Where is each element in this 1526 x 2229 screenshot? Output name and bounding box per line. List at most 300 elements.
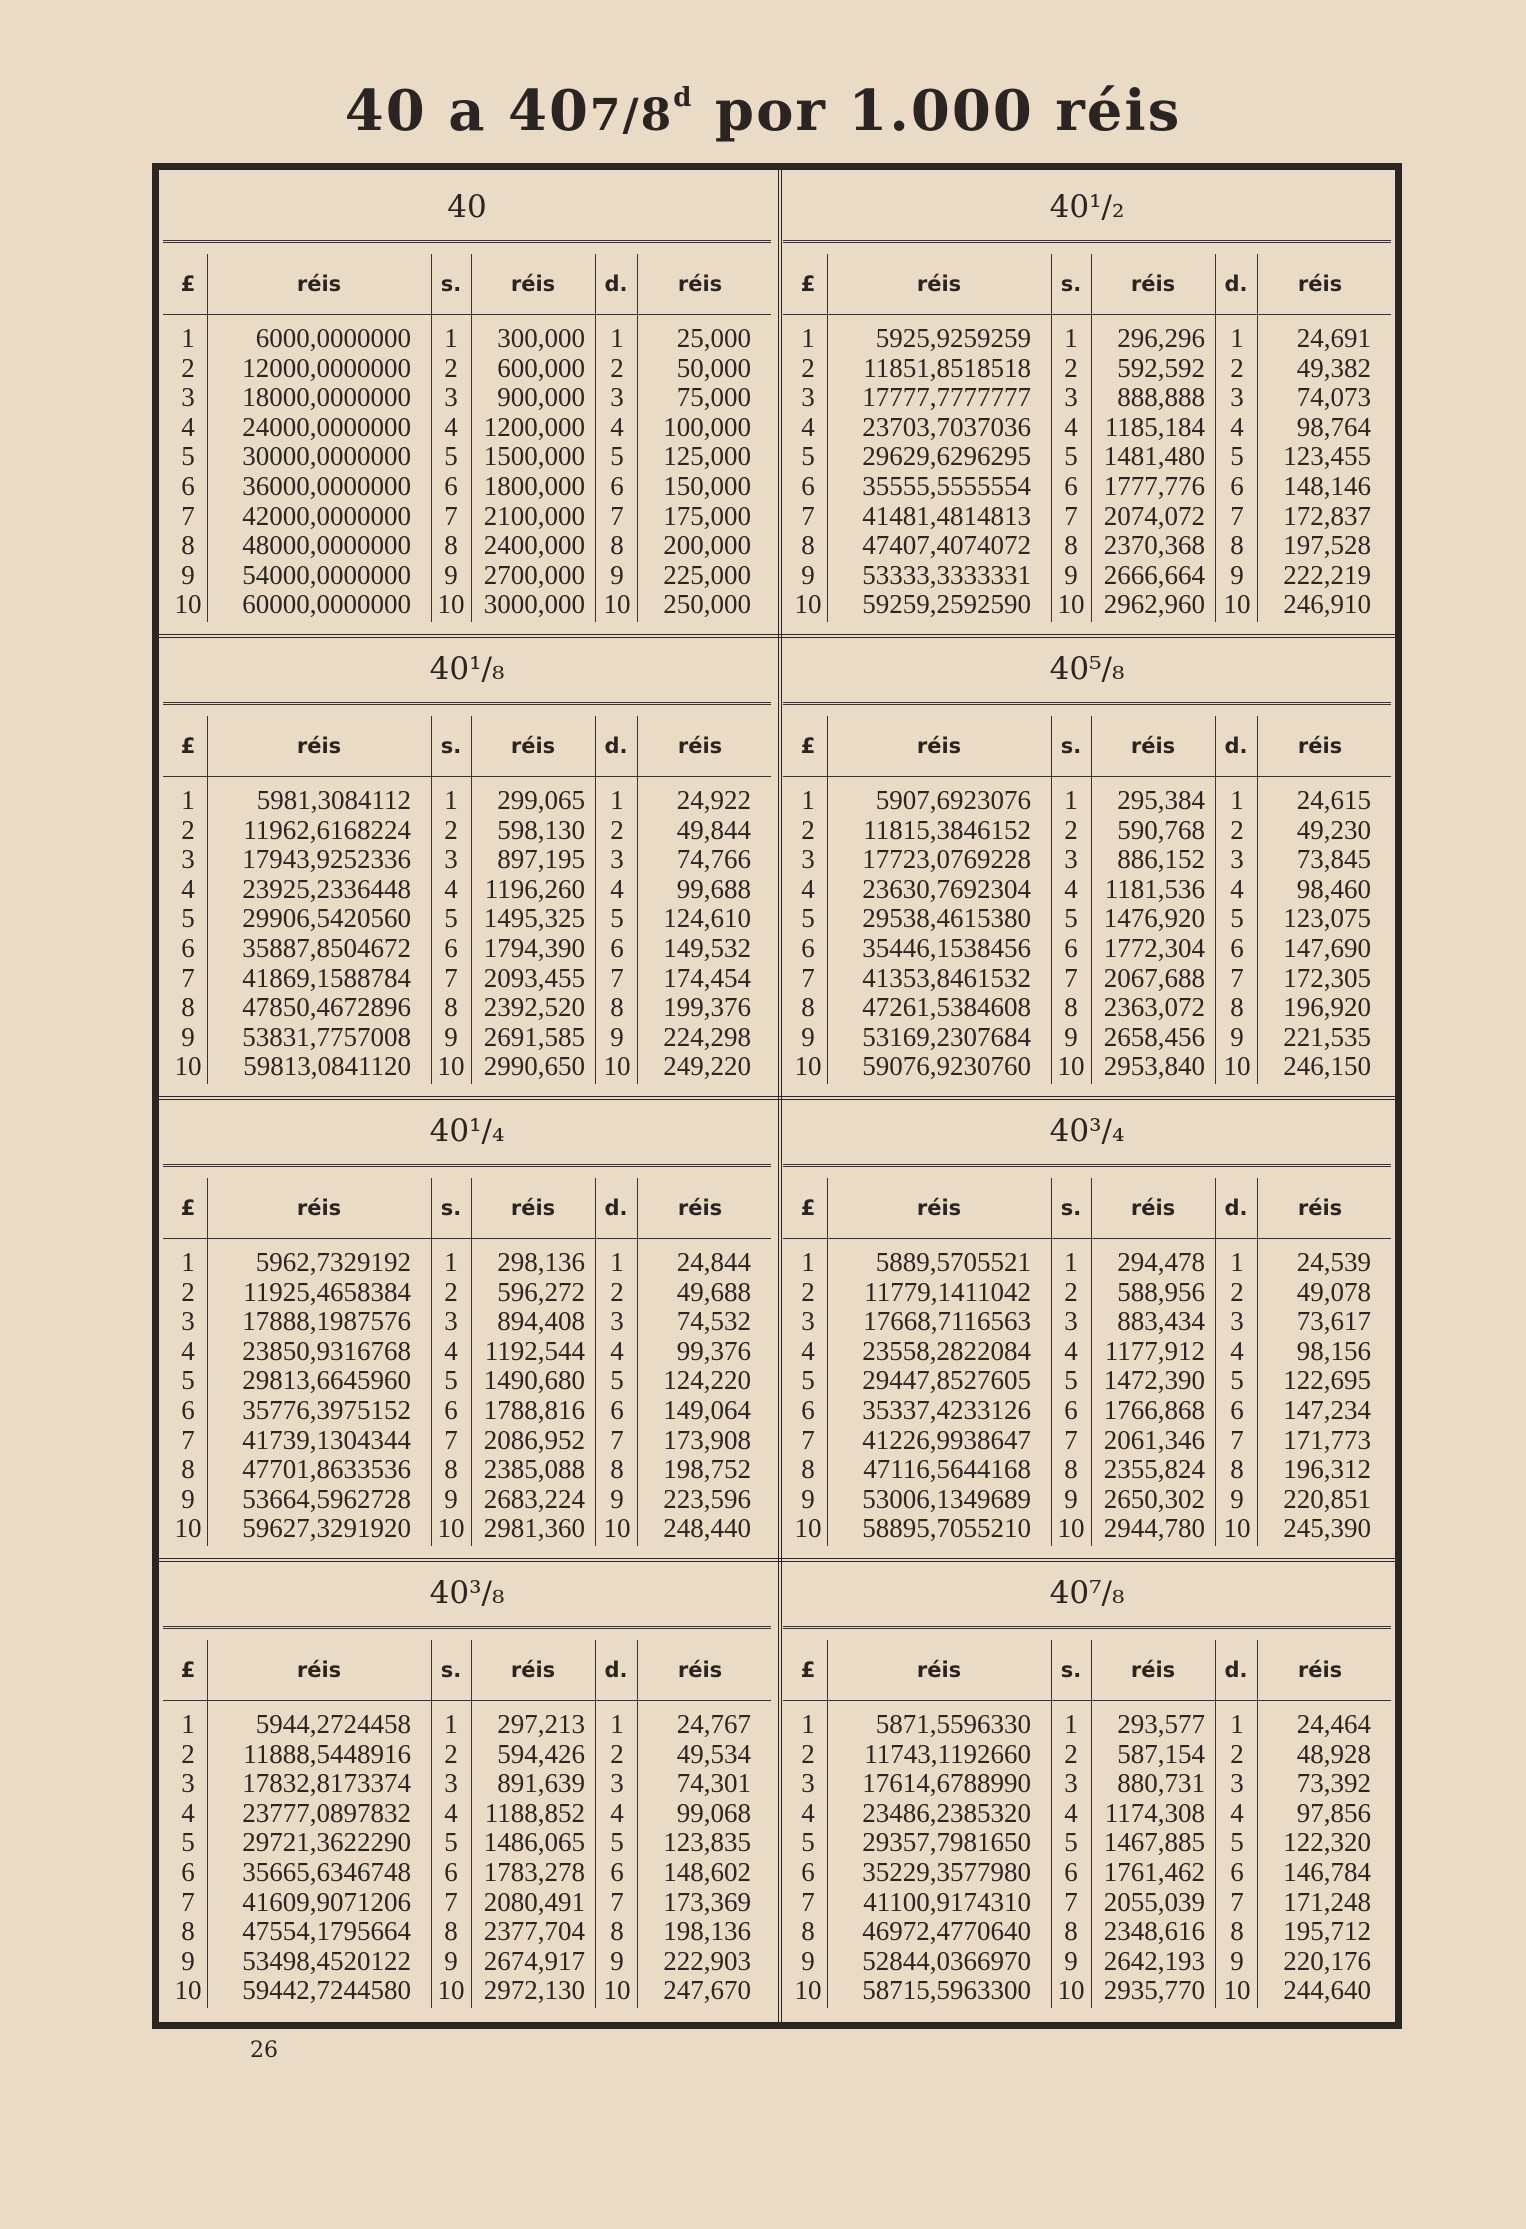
unit-cell: 9: [181, 1483, 195, 1514]
unit-cell: 8: [444, 1916, 458, 1947]
column-header-reis: réis: [296, 1658, 342, 1682]
column-header-reis: réis: [510, 1658, 556, 1682]
page-number: 26: [250, 2038, 278, 2063]
table-row: [163, 1052, 771, 1082]
value-cell: 25,000: [676, 323, 751, 353]
table-row: [163, 1426, 771, 1456]
table-row: [783, 934, 1391, 964]
unit-cell: 9: [610, 559, 624, 590]
value-cell: 5944,2724458: [255, 1709, 411, 1739]
value-cell: 6000,0000000: [255, 323, 411, 353]
unit-cell: 7: [801, 500, 815, 531]
unit-cell: 1: [181, 323, 195, 353]
value-cell: 17723,0769228: [862, 844, 1031, 875]
value-cell: 172,305: [1283, 962, 1371, 993]
unit-cell: 6: [181, 470, 195, 501]
column-header-reis: réis: [296, 1196, 342, 1220]
value-cell: 24,767: [676, 1709, 751, 1739]
unit-cell: 1: [610, 785, 624, 815]
column-header-pound: £: [180, 1196, 196, 1220]
unit-cell: 10: [1223, 1975, 1251, 2006]
column-header-row: [163, 716, 771, 777]
unit-cell: 8: [181, 1454, 195, 1485]
unit-cell: 8: [801, 992, 815, 1023]
unit-cell: 3: [181, 1306, 195, 1337]
value-cell: 2935,770: [1103, 1975, 1205, 2006]
column-header-row: [783, 716, 1391, 777]
value-cell: 5981,3084112: [256, 785, 411, 815]
value-cell: 244,640: [1283, 1975, 1371, 2006]
unit-cell: 3: [1230, 1306, 1244, 1337]
unit-cell: 7: [610, 1424, 624, 1455]
value-cell: 35555,5555554: [862, 470, 1031, 501]
table-row: [783, 413, 1391, 443]
value-cell: 1777,776: [1103, 470, 1205, 501]
table-row: [783, 1248, 1391, 1278]
unit-cell: 9: [181, 559, 195, 590]
value-cell: 246,150: [1283, 1051, 1371, 1082]
unit-cell: 5: [181, 1365, 195, 1396]
unit-cell: 10: [1057, 1513, 1085, 1544]
unit-cell: 3: [444, 382, 458, 413]
unit-cell: 1: [801, 1709, 815, 1739]
unit-cell: 1: [181, 1247, 195, 1277]
value-cell: 2093,455: [483, 962, 585, 993]
unit-cell: 6: [801, 470, 815, 501]
value-cell: 2067,688: [1103, 962, 1205, 993]
column-header-reis: réis: [916, 1196, 962, 1220]
value-cell: 1761,462: [1103, 1856, 1205, 1887]
unit-cell: 8: [1230, 530, 1244, 561]
value-cell: 49,534: [676, 1738, 751, 1769]
value-cell: 1467,885: [1103, 1827, 1205, 1858]
value-cell: 2355,824: [1103, 1454, 1205, 1485]
unit-cell: 2: [801, 352, 815, 383]
unit-cell: 10: [603, 1513, 631, 1544]
unit-cell: 1: [1230, 1709, 1244, 1739]
value-cell: 147,690: [1283, 932, 1371, 963]
value-cell: 42000,0000000: [242, 500, 411, 531]
value-cell: 147,234: [1283, 1394, 1371, 1425]
value-cell: 293,577: [1117, 1709, 1205, 1739]
table-row: [163, 786, 771, 816]
value-cell: 173,369: [663, 1886, 751, 1917]
value-cell: 5925,9259259: [875, 323, 1031, 353]
panel-rows: [163, 324, 771, 620]
title-tail: por 1.000 réis: [714, 78, 1182, 144]
unit-cell: 5: [1230, 1827, 1244, 1858]
table-row: [163, 1888, 771, 1918]
value-cell: 74,532: [676, 1306, 751, 1337]
column-header-reis: réis: [1297, 1658, 1343, 1682]
unit-cell: 10: [1223, 589, 1251, 620]
value-cell: 49,382: [1296, 352, 1371, 383]
value-cell: 900,000: [497, 382, 585, 413]
unit-cell: 9: [444, 559, 458, 590]
value-cell: 1486,065: [483, 1827, 585, 1858]
unit-cell: 7: [610, 962, 624, 993]
table-row: [783, 1740, 1391, 1770]
value-cell: 53006,1349689: [862, 1483, 1031, 1514]
table-row: [783, 1976, 1391, 2006]
unit-cell: 7: [1064, 962, 1078, 993]
unit-cell: 5: [1064, 903, 1078, 934]
value-cell: 592,592: [1117, 352, 1205, 383]
table-frame: [152, 163, 1402, 2029]
value-cell: 52844,0366970: [862, 1945, 1031, 1976]
unit-cell: 6: [1230, 932, 1244, 963]
value-cell: 123,835: [663, 1827, 751, 1858]
unit-cell: 4: [610, 1335, 624, 1366]
table-row: [783, 845, 1391, 875]
value-cell: 198,136: [663, 1916, 751, 1947]
unit-cell: 3: [801, 1306, 815, 1337]
value-cell: 2944,780: [1103, 1513, 1205, 1544]
unit-cell: 9: [1064, 1483, 1078, 1514]
unit-cell: 5: [1230, 441, 1244, 472]
unit-cell: 7: [444, 1424, 458, 1455]
column-header-shilling: s.: [1060, 1196, 1082, 1220]
unit-cell: 2: [610, 352, 624, 383]
value-cell: 1192,544: [484, 1335, 585, 1366]
unit-cell: 10: [174, 1975, 202, 2006]
unit-cell: 5: [610, 903, 624, 934]
value-cell: 1174,308: [1104, 1797, 1205, 1828]
column-header-reis: réis: [677, 734, 723, 758]
unit-cell: 2: [1064, 814, 1078, 845]
unit-cell: 3: [1064, 382, 1078, 413]
table-row: [163, 1799, 771, 1829]
value-cell: 41481,4814813: [862, 500, 1031, 531]
unit-cell: 2: [444, 352, 458, 383]
value-cell: 2370,368: [1103, 530, 1205, 561]
table-row: [163, 934, 771, 964]
unit-cell: 4: [444, 411, 458, 442]
table-row: [783, 1426, 1391, 1456]
value-cell: 47407,4074072: [862, 530, 1031, 561]
value-cell: 124,610: [663, 903, 751, 934]
unit-cell: 4: [181, 1335, 195, 1366]
unit-cell: 2: [1230, 1276, 1244, 1307]
unit-cell: 9: [444, 1945, 458, 1976]
value-cell: 24,539: [1296, 1247, 1371, 1277]
value-cell: 24,615: [1296, 785, 1371, 815]
value-cell: 1177,912: [1104, 1335, 1205, 1366]
unit-cell: 10: [1223, 1513, 1251, 1544]
unit-cell: 5: [181, 1827, 195, 1858]
value-cell: 1788,816: [483, 1394, 585, 1425]
unit-cell: 2: [1064, 352, 1078, 383]
rate-panel: [163, 636, 771, 1092]
table-row: [163, 472, 771, 502]
rate-panel: [783, 1098, 1391, 1554]
table-row: [163, 964, 771, 994]
column-header-pence: d.: [604, 272, 628, 296]
table-row: [783, 472, 1391, 502]
unit-cell: 1: [181, 785, 195, 815]
unit-cell: 3: [801, 844, 815, 875]
unit-cell: 7: [444, 1886, 458, 1917]
value-cell: 1794,390: [483, 932, 585, 963]
value-cell: 173,908: [663, 1424, 751, 1455]
unit-cell: 1: [610, 1247, 624, 1277]
unit-cell: 7: [801, 1424, 815, 1455]
unit-cell: 3: [1230, 844, 1244, 875]
unit-cell: 10: [1057, 1051, 1085, 1082]
value-cell: 74,301: [676, 1768, 751, 1799]
unit-cell: 1: [1230, 323, 1244, 353]
unit-cell: 10: [603, 589, 631, 620]
unit-cell: 4: [1064, 873, 1078, 904]
value-cell: 2953,840: [1103, 1051, 1205, 1082]
value-cell: 11815,3846152: [863, 814, 1031, 845]
table-row: [163, 1023, 771, 1053]
table-row: [163, 1307, 771, 1337]
unit-cell: 7: [444, 500, 458, 531]
value-cell: 49,844: [676, 814, 751, 845]
table-row: [783, 1337, 1391, 1367]
table-row: [163, 502, 771, 532]
value-cell: 41869,1588784: [242, 962, 411, 993]
unit-cell: 5: [610, 1365, 624, 1396]
value-cell: 2074,072: [1103, 500, 1205, 531]
column-header-shilling: s.: [440, 1658, 462, 1682]
value-cell: 29538,4615380: [862, 903, 1031, 934]
value-cell: 24000,0000000: [242, 411, 411, 442]
unit-cell: 7: [1230, 962, 1244, 993]
value-cell: 174,454: [663, 962, 751, 993]
value-cell: 11962,6168224: [243, 814, 411, 845]
column-header-pound: £: [180, 734, 196, 758]
unit-cell: 1: [610, 323, 624, 353]
value-cell: 1783,278: [483, 1856, 585, 1887]
unit-cell: 4: [1230, 411, 1244, 442]
value-cell: 41100,9174310: [863, 1886, 1031, 1917]
value-cell: 149,064: [663, 1394, 751, 1425]
unit-cell: 10: [794, 1513, 822, 1544]
table-row: [163, 875, 771, 905]
unit-cell: 8: [444, 530, 458, 561]
value-cell: 98,460: [1296, 873, 1371, 904]
value-cell: 41353,8461532: [862, 962, 1031, 993]
unit-cell: 2: [801, 1276, 815, 1307]
unit-cell: 1: [1064, 1709, 1078, 1739]
value-cell: 1188,852: [484, 1797, 585, 1828]
value-cell: 248,440: [663, 1513, 751, 1544]
unit-cell: 5: [1230, 903, 1244, 934]
unit-cell: 3: [444, 1768, 458, 1799]
table-row: [783, 324, 1391, 354]
unit-cell: 6: [181, 932, 195, 963]
table-row: [163, 413, 771, 443]
unit-cell: 5: [801, 903, 815, 934]
unit-cell: 6: [1064, 470, 1078, 501]
unit-cell: 3: [610, 844, 624, 875]
value-cell: 49,688: [676, 1276, 751, 1307]
value-cell: 17888,1987576: [242, 1306, 411, 1337]
column-header-pound: £: [180, 1658, 196, 1682]
value-cell: 122,320: [1283, 1827, 1371, 1858]
value-cell: 197,528: [1283, 530, 1371, 561]
unit-cell: 9: [444, 1483, 458, 1514]
column-header-pence: d.: [1224, 1658, 1248, 1682]
value-cell: 99,688: [676, 873, 751, 904]
value-cell: 73,617: [1296, 1306, 1371, 1337]
table-row: [783, 1858, 1391, 1888]
table-row: [783, 1455, 1391, 1485]
rate-panel: [783, 636, 1391, 1092]
panel-heading: 40³/₈: [163, 1560, 771, 1629]
value-cell: 30000,0000000: [242, 441, 411, 472]
value-cell: 298,136: [497, 1247, 585, 1277]
value-cell: 59813,0841120: [243, 1051, 411, 1082]
table-row: [783, 1278, 1391, 1308]
value-cell: 123,455: [1283, 441, 1371, 472]
value-cell: 49,078: [1296, 1276, 1371, 1307]
value-cell: 150,000: [663, 470, 751, 501]
value-cell: 224,298: [663, 1021, 751, 1052]
table-row: [163, 1366, 771, 1396]
value-cell: 883,434: [1117, 1306, 1205, 1337]
unit-cell: 2: [610, 1276, 624, 1307]
column-header-reis: réis: [916, 1658, 962, 1682]
unit-cell: 3: [610, 1768, 624, 1799]
value-cell: 123,075: [1283, 903, 1371, 934]
value-cell: 29813,6645960: [242, 1365, 411, 1396]
rate-panel: [783, 174, 1391, 630]
value-cell: 35229,3577980: [862, 1856, 1031, 1887]
value-cell: 249,220: [663, 1051, 751, 1082]
panel-heading: 40¹/₈: [163, 636, 771, 705]
value-cell: 11888,5448916: [243, 1738, 411, 1769]
unit-cell: 6: [444, 1394, 458, 1425]
value-cell: 198,752: [663, 1454, 751, 1485]
unit-cell: 8: [610, 992, 624, 1023]
value-cell: 73,845: [1296, 844, 1371, 875]
value-cell: 1196,260: [484, 873, 585, 904]
unit-cell: 7: [610, 1886, 624, 1917]
unit-cell: 2: [1230, 814, 1244, 845]
title-main: 40 a 40: [344, 78, 590, 144]
unit-cell: 3: [181, 844, 195, 875]
value-cell: 47116,5644168: [863, 1454, 1031, 1485]
column-header-row: [783, 1178, 1391, 1239]
column-header-reis: réis: [1130, 734, 1176, 758]
value-cell: 35446,1538456: [862, 932, 1031, 963]
column-header-pence: d.: [604, 734, 628, 758]
value-cell: 5907,6923076: [875, 785, 1031, 815]
unit-cell: 2: [801, 1738, 815, 1769]
value-cell: 47850,4672896: [242, 992, 411, 1023]
value-cell: 46972,4770640: [862, 1916, 1031, 1947]
table-row: [783, 442, 1391, 472]
table-row: [163, 1337, 771, 1367]
unit-cell: 2: [181, 814, 195, 845]
table-row: [163, 1917, 771, 1947]
column-header-pound: £: [180, 272, 196, 296]
value-cell: 41739,1304344: [242, 1424, 411, 1455]
value-cell: 2658,456: [1103, 1021, 1205, 1052]
value-cell: 220,851: [1283, 1483, 1371, 1514]
unit-cell: 6: [181, 1394, 195, 1425]
value-cell: 11925,4658384: [243, 1276, 411, 1307]
column-header-pound: £: [800, 1196, 816, 1220]
value-cell: 23777,0897832: [242, 1797, 411, 1828]
unit-cell: 3: [181, 382, 195, 413]
value-cell: 2962,960: [1103, 589, 1205, 620]
value-cell: 23703,7037036: [862, 411, 1031, 442]
table-row: [783, 904, 1391, 934]
unit-cell: 5: [1064, 1827, 1078, 1858]
table-row: [783, 816, 1391, 846]
value-cell: 99,376: [676, 1335, 751, 1366]
panel-heading: 40¹/₂: [783, 174, 1391, 243]
unit-cell: 3: [1230, 1768, 1244, 1799]
unit-cell: 3: [610, 382, 624, 413]
value-cell: 2700,000: [483, 559, 585, 590]
value-cell: 53664,5962728: [242, 1483, 411, 1514]
table-row: [163, 1976, 771, 2006]
unit-cell: 5: [181, 903, 195, 934]
column-header-shilling: s.: [1060, 1658, 1082, 1682]
table-row: [163, 442, 771, 472]
column-header-reis: réis: [1297, 734, 1343, 758]
value-cell: 5962,7329192: [255, 1247, 411, 1277]
unit-cell: 4: [801, 1335, 815, 1366]
value-cell: 886,152: [1117, 844, 1205, 875]
value-cell: 299,065: [497, 785, 585, 815]
value-cell: 1472,390: [1103, 1365, 1205, 1396]
table-row: [163, 354, 771, 384]
table-row: [783, 1769, 1391, 1799]
value-cell: 148,146: [1283, 470, 1371, 501]
unit-cell: 7: [801, 962, 815, 993]
unit-cell: 7: [181, 1424, 195, 1455]
unit-cell: 9: [1230, 1945, 1244, 1976]
unit-cell: 4: [1064, 1797, 1078, 1828]
unit-cell: 2: [1064, 1276, 1078, 1307]
unit-cell: 2: [610, 1738, 624, 1769]
unit-cell: 4: [1230, 873, 1244, 904]
unit-cell: 1: [801, 323, 815, 353]
value-cell: 98,156: [1296, 1335, 1371, 1366]
unit-cell: 5: [444, 1365, 458, 1396]
title-fraction: 7/8: [589, 90, 674, 141]
column-header-reis: réis: [296, 734, 342, 758]
panel-rows: [783, 786, 1391, 1082]
value-cell: 24,691: [1296, 323, 1371, 353]
value-cell: 297,213: [497, 1709, 585, 1739]
value-cell: 41609,9071206: [242, 1886, 411, 1917]
table-row: [783, 964, 1391, 994]
unit-cell: 6: [801, 1856, 815, 1887]
column-header-shilling: s.: [440, 272, 462, 296]
value-cell: 5871,5596330: [875, 1709, 1031, 1739]
value-cell: 29721,3622290: [242, 1827, 411, 1858]
unit-cell: 2: [181, 1276, 195, 1307]
unit-cell: 8: [181, 1916, 195, 1947]
unit-cell: 1: [444, 323, 458, 353]
unit-cell: 10: [174, 1513, 202, 1544]
unit-cell: 6: [1064, 932, 1078, 963]
value-cell: 49,230: [1296, 814, 1371, 845]
value-cell: 295,384: [1117, 785, 1205, 815]
value-cell: 53498,4520122: [242, 1945, 411, 1976]
value-cell: 97,856: [1296, 1797, 1371, 1828]
value-cell: 11779,1411042: [864, 1276, 1031, 1307]
unit-cell: 3: [610, 1306, 624, 1337]
value-cell: 2348,616: [1103, 1916, 1205, 1947]
